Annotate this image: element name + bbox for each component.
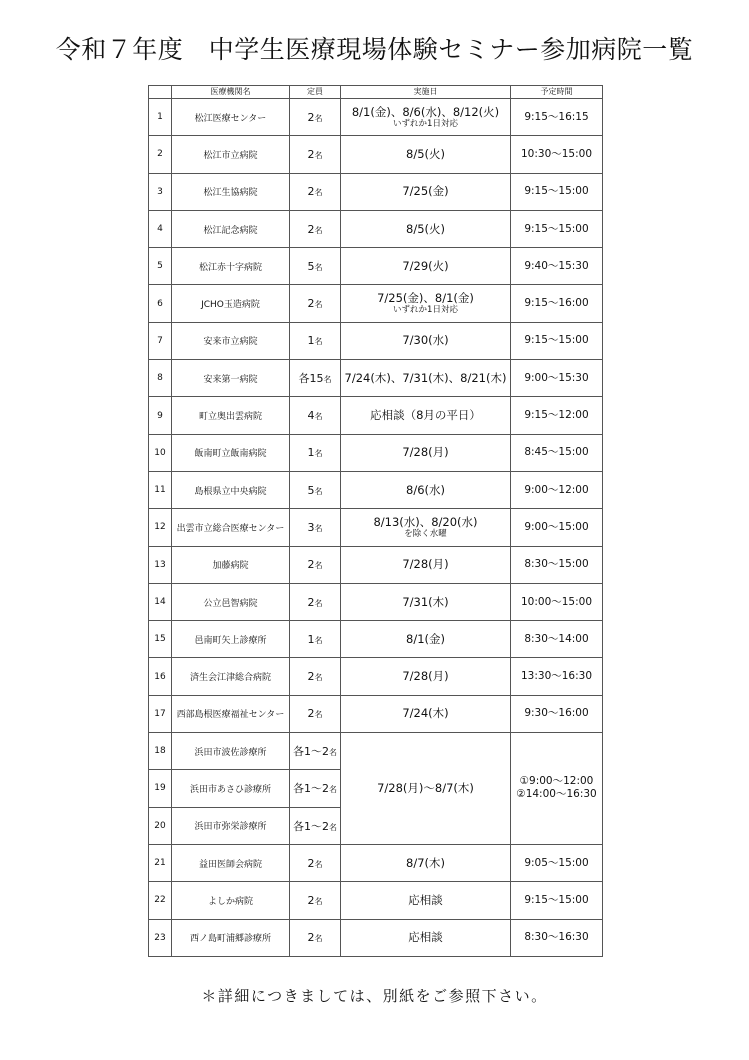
capacity-cell [290, 136, 341, 173]
capacity-value: 2 [307, 110, 315, 124]
institution-name: 浜田市弥栄診療所 [172, 807, 290, 844]
row-number: 21 [149, 844, 172, 881]
row-number: 22 [149, 882, 172, 919]
time-cell: 10:30〜15:00 [511, 136, 603, 173]
table-row [149, 285, 603, 322]
date-value: 7/24(木) [402, 706, 449, 721]
header-time: 予定時間 [511, 86, 603, 99]
institution-name: 飯南町立飯南病院 [172, 434, 290, 471]
time-cell: 9:15〜15:00 [511, 322, 603, 359]
capacity-value: 各15 [298, 372, 324, 386]
capacity-value: 1 [307, 632, 315, 646]
capacity-cell [290, 583, 341, 620]
date-value: 応相談 [408, 930, 443, 945]
capacity-value: 2 [307, 297, 315, 311]
capacity-unit: 名 [314, 449, 323, 459]
table-row [149, 210, 603, 247]
row-number: 4 [149, 210, 172, 247]
institution-name: 松江赤十字病院 [172, 248, 290, 285]
institution-name: 西ノ島町浦郷診療所 [172, 919, 290, 956]
capacity-cell [290, 471, 341, 508]
time-cell: 9:05〜15:00 [511, 844, 603, 881]
date-cell [341, 248, 511, 285]
date-value: 応相談 [408, 892, 443, 907]
institution-name: 浜田市波佐診療所 [172, 733, 290, 770]
date-value: 7/25(金)、8/1(金) [377, 291, 474, 306]
capacity-value: 2 [307, 670, 315, 684]
table-row [149, 509, 603, 546]
capacity-value: 各1〜2 [293, 782, 329, 796]
date-value: 8/5(火) [406, 221, 445, 236]
capacity-unit: 名 [314, 561, 323, 571]
row-number: 23 [149, 919, 172, 956]
capacity-unit: 名 [314, 673, 323, 683]
table-row [149, 882, 603, 919]
date-value: 8/5(火) [406, 146, 445, 161]
capacity-unit: 名 [314, 300, 323, 310]
capacity-cell [290, 844, 341, 881]
header-no [149, 86, 172, 99]
capacity-unit: 名 [314, 896, 323, 906]
time-cell: 9:30〜16:00 [511, 695, 603, 732]
time-cell: 10:00〜15:00 [511, 583, 603, 620]
date-cell [341, 844, 511, 881]
date-cell [341, 919, 511, 956]
institution-name: 松江市立病院 [172, 136, 290, 173]
capacity-value: 2 [307, 856, 315, 870]
institution-name: 済生会江津総合病院 [172, 658, 290, 695]
capacity-value: 2 [307, 147, 315, 161]
capacity-cell [290, 285, 341, 322]
capacity-value: 3 [307, 520, 315, 534]
date-value: 7/31(木) [402, 594, 449, 609]
capacity-value: 5 [307, 483, 315, 497]
time-cell: 8:45〜15:00 [511, 434, 603, 471]
date-cell [341, 658, 511, 695]
capacity-cell [290, 621, 341, 658]
capacity-unit: 名 [314, 113, 323, 123]
capacity-unit: 名 [314, 486, 323, 496]
time-cell: 9:15〜12:00 [511, 397, 603, 434]
date-cell [341, 546, 511, 583]
date-cell [341, 621, 511, 658]
capacity-unit: 名 [314, 859, 323, 869]
capacity-unit: 名 [329, 785, 337, 795]
table-row [149, 844, 603, 881]
institution-name: 町立奥出雲病院 [172, 397, 290, 434]
capacity-value: 2 [307, 931, 315, 945]
table-row [149, 658, 603, 695]
capacity-cell [290, 322, 341, 359]
table-row [149, 919, 603, 956]
capacity-cell [290, 807, 341, 844]
date-cell [341, 583, 511, 620]
row-number: 13 [149, 546, 172, 583]
row-number: 8 [149, 360, 172, 397]
date-cell [341, 882, 511, 919]
row-number: 1 [149, 99, 172, 136]
table-row [149, 397, 603, 434]
date-note: いずれか1日対応 [393, 305, 458, 316]
time-cell [511, 733, 603, 845]
date-cell [341, 695, 511, 732]
row-number: 16 [149, 658, 172, 695]
hospital-table [148, 85, 603, 957]
capacity-unit: 名 [314, 635, 323, 645]
row-number: 9 [149, 397, 172, 434]
date-cell [341, 397, 511, 434]
row-number: 2 [149, 136, 172, 173]
table-row [149, 322, 603, 359]
table-header-row [149, 86, 603, 99]
date-value: 7/28(月) [402, 669, 449, 684]
capacity-unit: 名 [329, 748, 337, 758]
capacity-value: 1 [307, 446, 315, 460]
capacity-unit: 名 [329, 822, 337, 832]
capacity-value: 2 [307, 893, 315, 907]
capacity-value: 2 [307, 222, 315, 236]
date-value: 7/28(月) [402, 557, 449, 572]
capacity-unit: 名 [314, 598, 323, 608]
table-row [149, 99, 603, 136]
time-cell: 8:30〜16:30 [511, 919, 603, 956]
time-cell: 9:15〜16:00 [511, 285, 603, 322]
footnote: ＊詳細につきましては、別紙をご参照下さい。 [201, 987, 548, 1005]
institution-name: 益田医師会病院 [172, 844, 290, 881]
institution-name: 松江医療センター [172, 99, 290, 136]
capacity-cell [290, 658, 341, 695]
date-value: 8/6(水) [406, 482, 445, 497]
institution-name: 松江生協病院 [172, 173, 290, 210]
time-cell: 9:15〜15:00 [511, 882, 603, 919]
time-cell: 9:00〜12:00 [511, 471, 603, 508]
row-number: 15 [149, 621, 172, 658]
row-number: 18 [149, 733, 172, 770]
capacity-cell [290, 882, 341, 919]
time-cell: 9:15〜15:00 [511, 210, 603, 247]
capacity-value: 2 [307, 707, 315, 721]
table-row [149, 583, 603, 620]
header-date: 実施日 [341, 86, 511, 99]
date-cell [341, 322, 511, 359]
capacity-cell [290, 360, 341, 397]
time-cell: 13:30〜16:30 [511, 658, 603, 695]
institution-name: 出雲市立総合医療センター [172, 509, 290, 546]
header-capacity: 定員 [290, 86, 341, 99]
institution-name: 西部島根医療福祉センター [172, 695, 290, 732]
capacity-cell [290, 210, 341, 247]
capacity-unit: 名 [314, 337, 323, 347]
institution-name: 加藤病院 [172, 546, 290, 583]
page-title: 令和７年度 中学生医療現場体験セミナー参加病院一覧 [55, 35, 694, 64]
table-row [149, 695, 603, 732]
date-cell [341, 509, 511, 546]
row-number: 12 [149, 509, 172, 546]
date-cell [341, 173, 511, 210]
date-cell [341, 99, 511, 136]
capacity-unit: 名 [314, 412, 323, 422]
institution-name: 浜田市あさひ診療所 [172, 770, 290, 807]
capacity-cell [290, 173, 341, 210]
capacity-value: 各1〜2 [293, 745, 329, 759]
capacity-cell [290, 509, 341, 546]
capacity-unit: 名 [314, 710, 323, 720]
institution-name: 安来市立病院 [172, 322, 290, 359]
table-row [149, 248, 603, 285]
date-value: 7/25(金) [402, 184, 449, 199]
date-cell [341, 360, 511, 397]
capacity-value: 2 [307, 558, 315, 572]
time-cell: 8:30〜15:00 [511, 546, 603, 583]
date-value: 8/1(金)、8/6(水)、8/12(火) [351, 104, 500, 119]
time-cell: 9:00〜15:30 [511, 360, 603, 397]
row-number: 10 [149, 434, 172, 471]
date-cell [341, 136, 511, 173]
capacity-cell [290, 99, 341, 136]
capacity-cell [290, 733, 341, 770]
capacity-cell [290, 770, 341, 807]
institution-name: よしか病院 [172, 882, 290, 919]
capacity-cell [290, 919, 341, 956]
capacity-cell [290, 546, 341, 583]
date-value: 8/13(水)、8/20(水) [373, 514, 478, 529]
date-value: 7/29(火) [402, 258, 449, 273]
date-value: 8/7(木) [406, 855, 445, 870]
institution-name: 松江記念病院 [172, 210, 290, 247]
capacity-unit: 名 [314, 150, 323, 160]
table-row [149, 360, 603, 397]
capacity-cell [290, 434, 341, 471]
table-row [149, 136, 603, 173]
time-slot-1: ①9:00〜12:00 [519, 775, 594, 788]
row-number: 3 [149, 173, 172, 210]
table-row [149, 471, 603, 508]
row-number: 5 [149, 248, 172, 285]
date-note: いずれか1日対応 [393, 118, 458, 129]
capacity-unit: 名 [314, 225, 323, 235]
institution-name: 公立邑智病院 [172, 583, 290, 620]
institution-name: 安来第一病院 [172, 360, 290, 397]
date-value: 7/24(木)、7/31(木)、8/21(木) [344, 370, 507, 385]
date-value: 7/28(月) [402, 445, 449, 460]
capacity-unit: 名 [314, 262, 323, 272]
capacity-value: 2 [307, 595, 315, 609]
date-value: 8/1(金) [406, 631, 445, 646]
row-number: 20 [149, 807, 172, 844]
institution-name: 島根県立中央病院 [172, 471, 290, 508]
row-number: 14 [149, 583, 172, 620]
capacity-cell [290, 695, 341, 732]
time-cell: 9:15〜16:15 [511, 99, 603, 136]
date-value: 応相談（8月の平日） [370, 408, 481, 423]
date-value: 7/30(水) [402, 333, 449, 348]
time-cell: 9:40〜15:30 [511, 248, 603, 285]
time-cell: 9:15〜15:00 [511, 173, 603, 210]
table-row [149, 621, 603, 658]
capacity-value: 各1〜2 [293, 819, 329, 833]
date-cell [341, 285, 511, 322]
header-name: 医療機関名 [172, 86, 290, 99]
row-number: 11 [149, 471, 172, 508]
date-cell: 7/28(月)〜8/7(木) [341, 733, 511, 845]
capacity-unit: 名 [323, 375, 332, 385]
institution-name: 邑南町矢上診療所 [172, 621, 290, 658]
capacity-cell [290, 397, 341, 434]
table-row [149, 733, 603, 770]
table-row [149, 434, 603, 471]
capacity-cell [290, 248, 341, 285]
time-cell: 8:30〜14:00 [511, 621, 603, 658]
row-number: 6 [149, 285, 172, 322]
row-number: 7 [149, 322, 172, 359]
date-note: を除く水曜 [404, 528, 447, 539]
capacity-unit: 名 [314, 934, 323, 944]
date-cell [341, 471, 511, 508]
table-body [149, 99, 603, 957]
capacity-value: 2 [307, 185, 315, 199]
capacity-unit: 名 [314, 523, 323, 533]
table-row [149, 173, 603, 210]
date-cell [341, 210, 511, 247]
capacity-value: 5 [307, 259, 315, 273]
capacity-unit: 名 [314, 188, 323, 198]
table-row [149, 546, 603, 583]
date-cell [341, 434, 511, 471]
institution-name: JCHO玉造病院 [172, 285, 290, 322]
time-slot-2: ②14:00〜16:30 [516, 788, 597, 801]
row-number: 19 [149, 770, 172, 807]
row-number: 17 [149, 695, 172, 732]
capacity-value: 4 [307, 409, 315, 423]
time-cell: 9:00〜15:00 [511, 509, 603, 546]
capacity-value: 1 [307, 334, 315, 348]
